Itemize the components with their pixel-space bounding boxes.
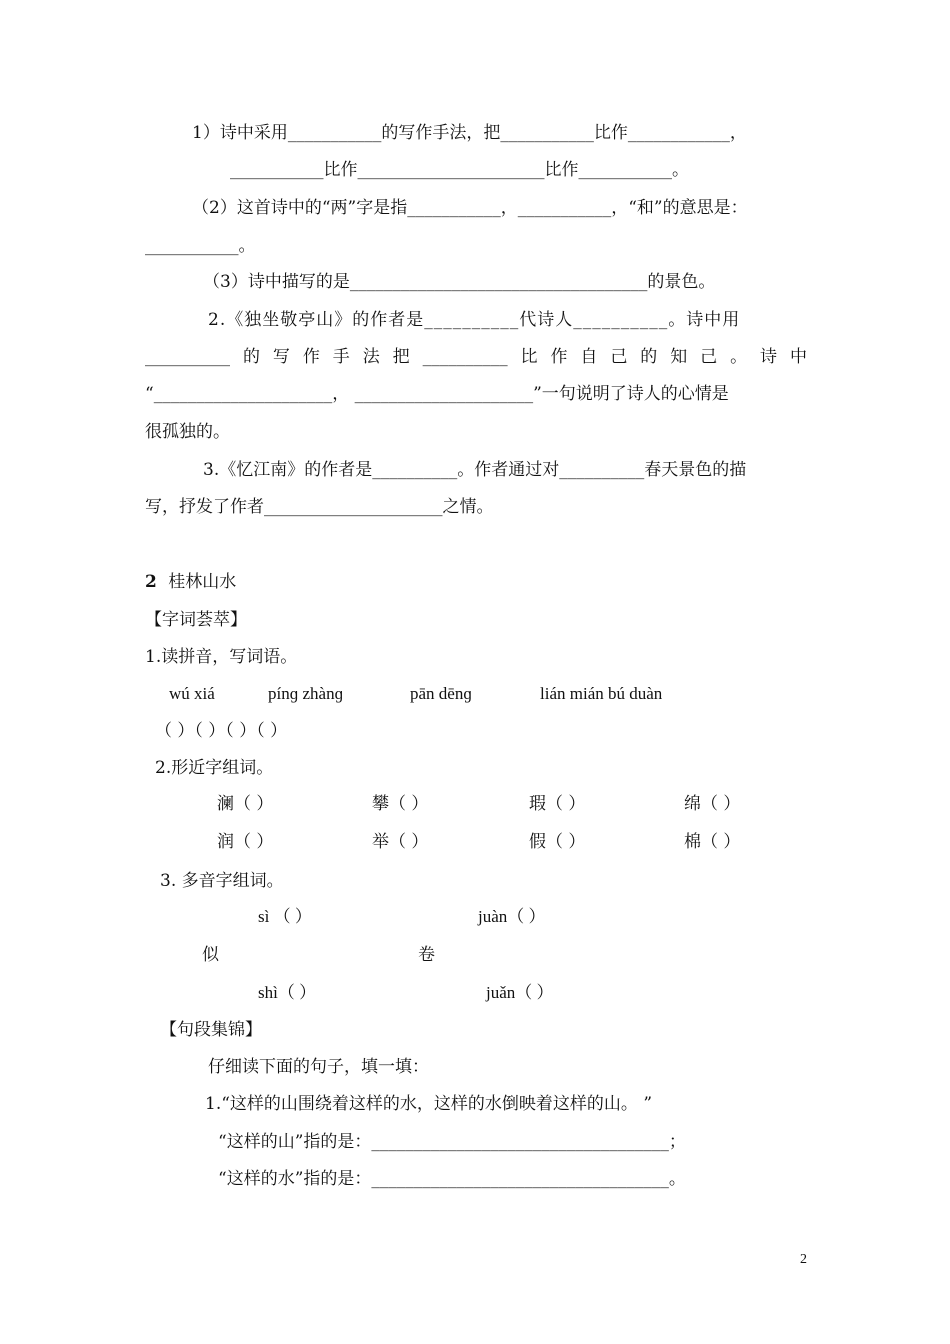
q2-part: 自 [580,347,598,367]
poly-char-1: 似 [202,945,219,965]
q2-part: 的 [640,347,658,367]
answer-parens: （ ）（ ）（ ）（ ） [155,721,288,741]
sentence-1: 1.“这样的山围绕着这样的水，这样的水倒映着这样的山。 ” [205,1094,653,1114]
q2-line1: 2.《独坐敬亭山》的作者是__________代诗人__________。诗中用 [208,310,741,330]
q2-line2 [145,346,807,368]
q1-line4: ___________。 [145,236,256,256]
q2-part: 。 [730,347,748,367]
poly-char-2: 卷 [418,945,435,965]
pinyin-1: wú xiá [169,684,215,703]
q2-part: 比 [520,347,538,367]
poly-bottom-2: juǎn（ ） [486,983,554,1002]
q2-part: 手 [332,347,350,367]
q2-part: 中 [789,347,807,367]
poly-top-1: sì （ ） [258,907,312,926]
q3-line2: 写，抒发了作者_____________________之情。 [145,497,494,517]
q2-part: 把 [392,347,410,367]
fill-water: “这样的水”指的是：___________________________________。 [218,1169,686,1189]
q1-line1: 1）诗中采用___________的写作手法，把___________比作____________， [192,123,747,143]
section-title: 桂林山水 [168,572,237,592]
q2-line3: “_____________________， _____________________”一句说明了诗人的心情是 [145,384,729,404]
near-char-7: 假（ ） [529,832,586,852]
q1-line2: ___________比作______________________比作___________。 [230,160,689,180]
q2-part: 己 [700,347,718,367]
q2-part: 作 [550,347,568,367]
vocab-item2: 2.形近字组词。 [155,758,274,778]
q2-part: 作 [302,347,320,367]
q2-part: 的 [242,347,260,367]
vocab-item1: 1.读拼音，写词语。 [145,647,298,667]
pinyin-2: pínɡ zhànɡ [268,684,344,703]
heading-vocab: 【字词荟萃】 [145,610,247,630]
q2-part: 知 [670,347,688,367]
fill-mountain: “这样的山”指的是：___________________________________； [218,1132,686,1152]
near-char-1: 澜（ ） [217,794,274,814]
section-number: 2 [145,572,157,592]
near-char-2: 攀（ ） [372,794,429,814]
q1-line3: （2）这首诗中的“两”字是指___________，___________，“和”的意思是： [192,198,748,218]
pinyin-4: lián mián bú duàn [540,684,663,703]
near-char-3: 瑕（ ） [529,794,586,814]
pinyin-3: pān dēnɡ [410,684,472,703]
poly-top-2: juàn（ ） [478,907,546,926]
q1-line5: （3）诗中描写的是___________________________________的景色。 [203,272,716,292]
near-char-4: 绵（ ） [684,794,741,814]
poly-bottom-1: shì（ ） [258,983,317,1002]
page-number: 2 [800,1252,807,1267]
q2-part: 法 [362,347,380,367]
vocab-item3: 3. 多音字组词。 [160,871,284,891]
q2-part: 诗 [760,347,777,367]
near-char-6: 举（ ） [372,832,429,852]
instruction: 仔细读下面的句子，填一填： [208,1057,429,1077]
near-char-5: 润（ ） [217,832,274,852]
q2-part: 己 [610,347,628,367]
q2-part: __________ [422,347,508,367]
q2-part: 写 [272,347,290,367]
q3-line1: 3.《忆江南》的作者是__________。作者通过对__________春天景色的描 [203,460,747,480]
near-char-8: 棉（ ） [684,832,741,852]
q2-part: __________ [145,347,230,367]
heading-sentences: 【句段集锦】 [160,1020,262,1040]
q2-line4: 很孤独的。 [145,422,230,442]
section-heading [145,571,236,593]
